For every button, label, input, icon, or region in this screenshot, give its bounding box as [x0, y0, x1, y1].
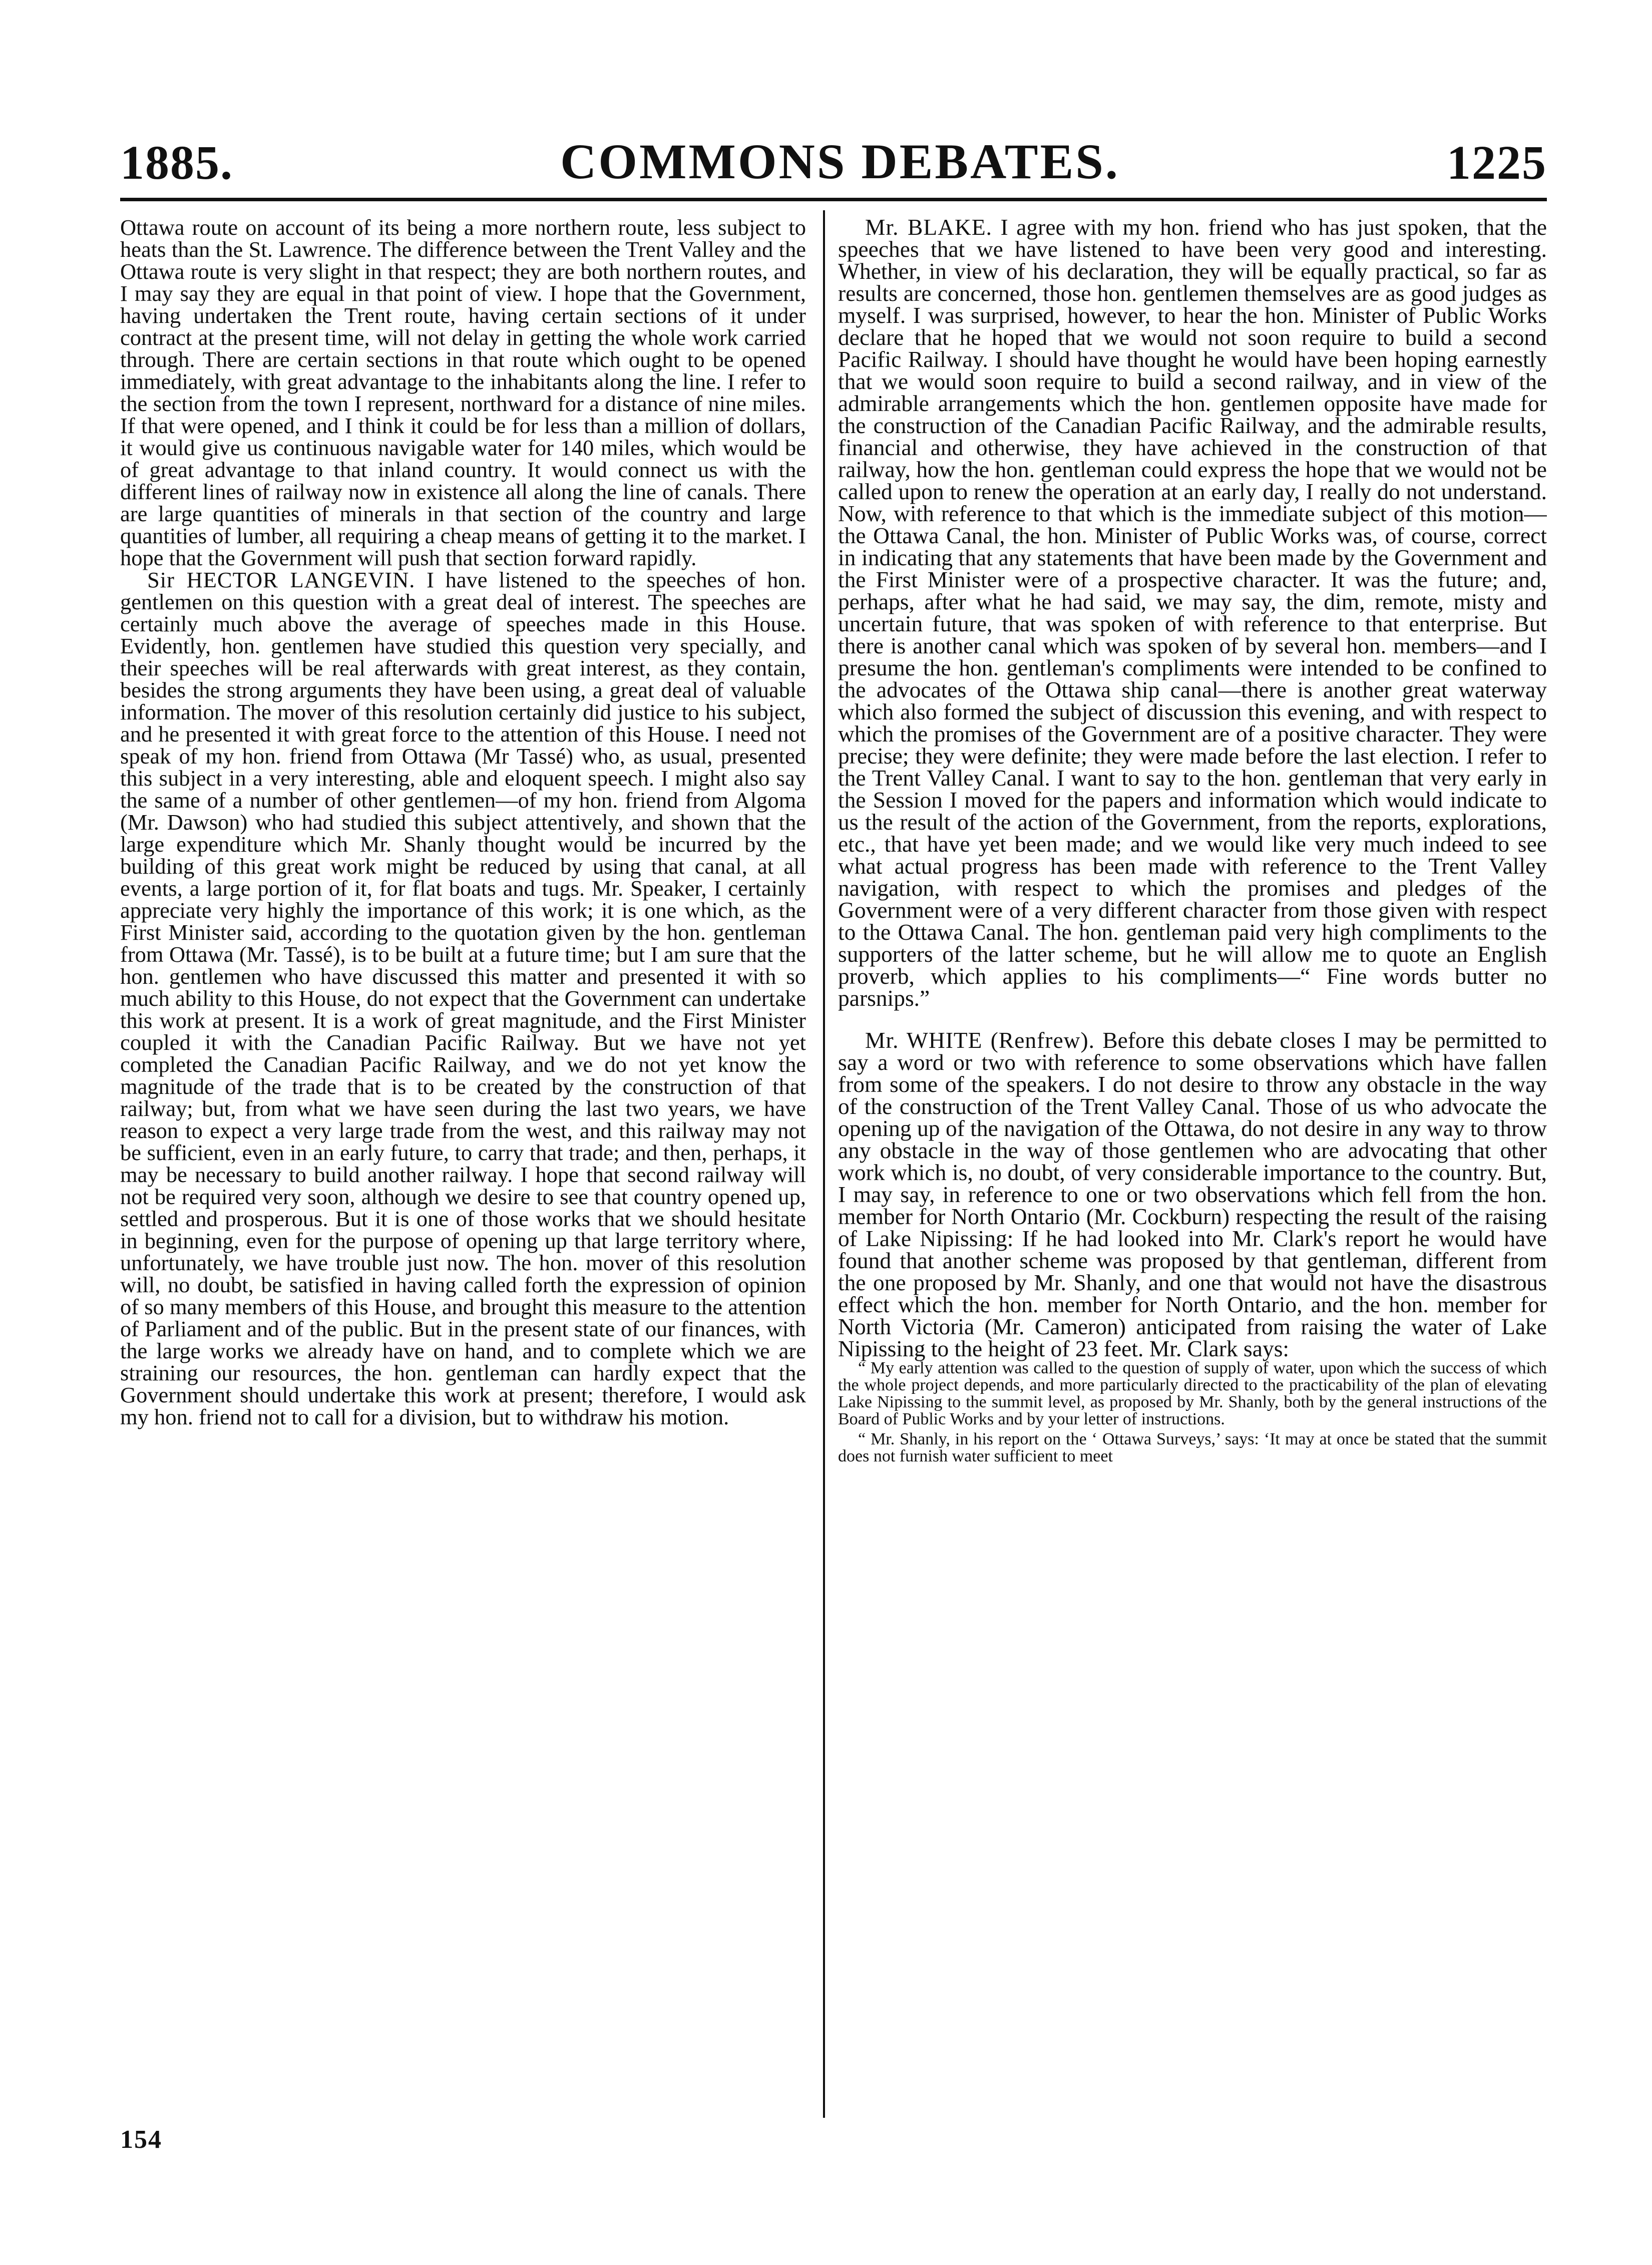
left-paragraph-1: Ottawa route on account of its being a more northern route, less subject to heats than the St. Lawrence. The difference between the Trent Valley and the Ottawa route is very slight in that respect; they are both northern routes, and I may say they are equal in that point of view. I hope that the Government, having undertaken the Trent route, having certain sections of it under contract at the present time, will not delay in getting the whole work carried through. There are certain sections in that route which ought to be opened immediately, with great advantage to the inhabitants along the line. I refer to the section from the town I represent, northward for a distance of nine miles. If that were opened, and I think it could be for less than a million of dollars, it would give us continuous navigable water for 140 miles, which would be of great advantage to that inland country. It would connect us with the different lines of railway now in existence all along the line of canals. There are large quantities of minerals in that section of the country and large quantities of lumber, all requiring a cheap means of getting it to the market. I hope that the Government will push that section forward rapidly. — [120, 216, 806, 570]
right-column — [838, 216, 1547, 2119]
right-paragraph-1 — [838, 216, 1547, 1009]
column-divider — [823, 210, 825, 2118]
right-paragraph-2 — [838, 1029, 1547, 1360]
speaker-name: Mr. BLAKE. — [865, 216, 993, 240]
header-title: COMMONS DEBATES. — [560, 134, 1120, 189]
speech-text: Before this debate closes I may be permitted to say a word or two with reference to some observations which have fallen from some of the speakers. I do not desire to throw any obstacle in the way of the construction of the Trent Valley Canal. Those of us who advocate the opening up of the navigation of the Ottawa, do not desire in any way to throw any obstacle in the way of those gentlemen who are advocating that other work which is, no doubt, of very considerable importance to the country. But, I may say, in reference to one or two observations which fell from the hon. member for North Ontario (Mr. Cockburn) respecting the result of the raising of Lake Nipissing: If he had looked into Mr. Clark's report he would have found that another scheme was proposed by that gentleman, different from the one proposed by Mr. Shanly, and one that would not have the disastrous effect which the hon. member for North Ontario, and the hon. member for North Victoria (Mr. Cameron) anticipated from raising the water of Lake Nipissing to the height of 23 feet. Mr. Clark says: — [838, 1027, 1547, 1361]
left-column — [120, 216, 806, 2119]
speaker-name: Mr. WHITE (Renfrew). — [865, 1027, 1095, 1053]
speech-text: I have listened to the speeches of hon. gentlemen on this question with a great deal of interest. The speeches are certainly much above the average of speeches made in this House. Evidently, hon. gentlemen have studied this question very specially, and their speeches will be real afterwards with great interest, as they contain, besides the strong arguments they have been using, a great deal of valuable information. The mover of this resolution certainly did justice to his subject, and he presented it with great force to the attention of this House. I need not speak of my hon. friend from Ottawa (Mr Tassé) who, as usual, presented this subject in a very interesting, able and eloquent speech. I might also say the same of a number of other gentlemen—of my hon. friend from Algoma (Mr. Dawson) who had studied this subject attentively, and shown that the large expenditure which Mr. Shanly thought would be incurred by the building of this great work might be reduced by using that canal, at all events, a large portion of it, for flat boats and tugs. Mr. Speaker, I certainly appreciate very highly the importance of this work; it is one which, as the First Minister said, according to the quotation given by the hon. gentleman from Ottawa (Mr. Tassé), is to be built at a future time; but I am sure that the hon. gentlemen who have discussed this matter and presented it with so much ability to this House, do not expect that the Government can undertake this work at present. It is a work of great magnitude, and the First Minister coupled it with the Canadian Pacific Railway. But we have not yet completed the Canadian Pacific Railway, and we do not yet know the magnitude of the trade that is to be created by the construction of that railway; but, from what we have seen during the last two years, we have reason to expect a very large trade from the west, and this railway may not be sufficient, even in an early future, to carry that trade; and then, perhaps, it may be necessary to build another railway. I hope that second railway will not be required very soon, although we desire to see that country opened up, settled and prosperous. But it is one of those works that we should hesitate in beginning, even for the purpose of opening up that large territory where, unfortunately, we have trouble just now. The hon. mover of this resolution will, no doubt, be satisfied in having called forth the expression of opinion of so many members of this House, and brought this measure to the attention of Parliament and of the public. But in the present state of our finances, with the large works we already have on hand, and to complete which we are straining our resources, the hon. gentleman can hardly expect that the Government should undertake this work at present; therefore, I would ask my hon. friend not to call for a division, but to withdraw his motion. — [120, 567, 806, 1429]
quotation-1: “ My early attention was called to the question of supply of water, upon which the success of which the whole project depends, and more particularly directed to the practicability of the plan of elevating Lake Nipissing to the summit level, as proposed by Mr. Shanly, both by the general instructions of the Board of Public Works and by your letter of instructions. — [838, 1359, 1547, 1428]
left-paragraph-2 — [120, 569, 806, 1428]
speech-text: I agree with my hon. friend who has just spoken, that the speeches that we have listened to have been very good and interesting. Whether, in view of his declaration, they will be equally practical, so far as results are concerned, those hon. gentlemen themselves are as good judges as myself. I was surprised, however, to hear the hon. Minister of Public Works declare that he hoped that we would not soon require to build a second Pacific Railway. I should have thought he would have been hoping earnestly that we would soon require to build a second railway, and in view of the admirable arrangements which the hon. gentlemen opposite have made for the construction of the Canadian Pacific Railway, and the admirable results, financial and otherwise, they have achieved in the construction of that railway, how the hon. gentleman could express the hope that we would not be called upon to renew the operation at an early day, I really do not understand. Now, with reference to that which is the immediate subject of this motion—the Ottawa Canal, the hon. Minister of Public Works was, of course, correct in indicating that any statements that have been made by the Government and the First Minister were of a prospective character. It was the future; and, perhaps, after what he had said, we may say, the dim, remote, misty and uncertain future, that was spoken of with reference to that enterprise. But there is another canal which was spoken of by several hon. members—and I presume the hon. gentleman's compliments were intended to be confined to the advocates of the Ottawa ship canal—there is another great waterway which also formed the subject of discussion this evening, and with respect to which the promises of the Government are of a positive character. They were precise; they were definite; they were made before the last election. I refer to the Trent Valley Canal. I want to say to the hon. gentleman that very early in the Session I moved for the papers and information which would indicate to us the result of the action of the Government, from the reports, explorations, etc., that have yet been made; and we would like very much indeed to see what actual progress has been made with reference to the Trent Valley navigation, with respect to which the promises and pledges of the Government were of a very different character from those given with respect to the Ottawa Canal. The hon. gentleman paid very high compliments to the supporters of the latter scheme, but he will allow me to quote an English proverb, which applies to his compliments—“ Fine words butter no parsnips.” — [838, 216, 1547, 1011]
header-year: 1885. — [120, 136, 233, 189]
page-header — [120, 135, 1547, 190]
header-page-number: 1225 — [1447, 136, 1547, 189]
speaker-name: Sir HECTOR LANGEVIN. — [147, 567, 416, 592]
quotation-2: “ Mr. Shanly, in his report on the ‘ Ottawa Surveys,’ says: ‘It may at once be stated that the summit does not furnish water sufficient to meet — [838, 1430, 1547, 1465]
signature-mark: 154 — [120, 2125, 162, 2154]
header-rule — [120, 198, 1547, 201]
